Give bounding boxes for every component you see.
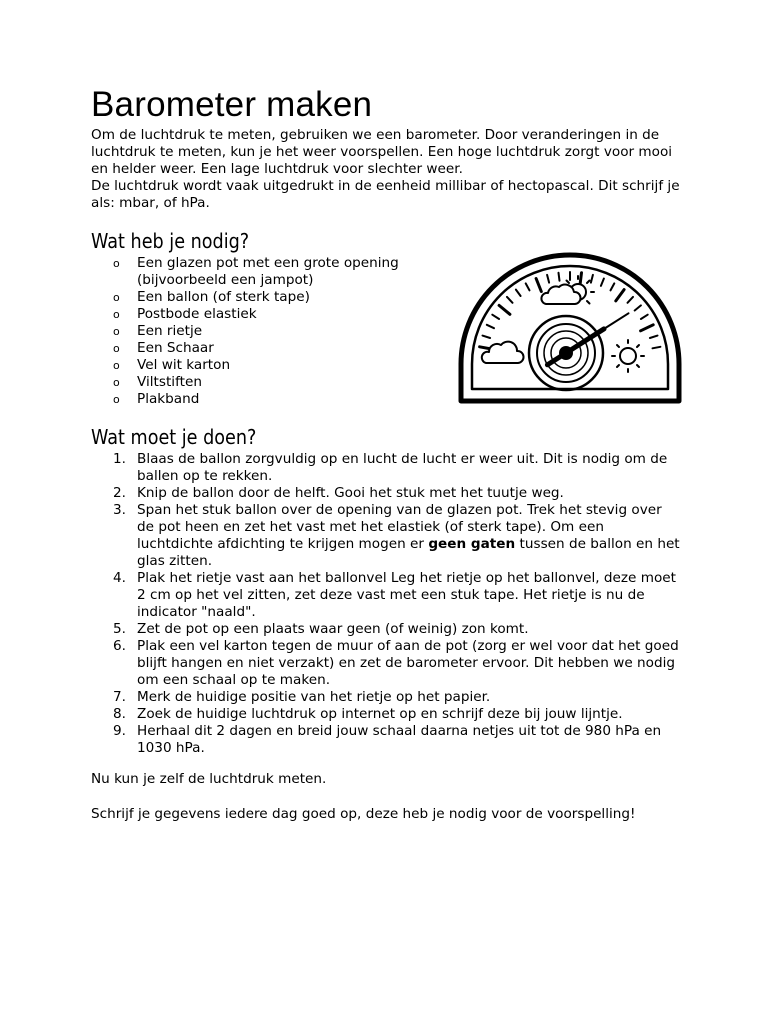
bullet-marker: o: [113, 308, 120, 321]
bullet-marker: o: [113, 359, 120, 372]
gauge-tick: [635, 305, 641, 310]
list-item: [113, 255, 413, 289]
step-text: Herhaal dit 2 dagen en breid jouw schaal daarna netjes uit tot de 980 hPa en 1030 hPa.: [137, 723, 662, 756]
bullet-marker: o: [113, 325, 120, 338]
list-item-text: Een ballon (of sterk tape): [137, 289, 310, 305]
gauge-tick: [601, 279, 604, 286]
gauge-tick: [559, 273, 560, 281]
gauge-tick: [492, 315, 499, 319]
gauge-tick: [628, 297, 634, 303]
gauge-tick: [547, 275, 549, 283]
gauge-tick: [616, 290, 624, 301]
list-item-text: Vel wit karton: [137, 357, 231, 373]
gauge-tick: [650, 336, 658, 338]
gauge-tick: [499, 305, 510, 314]
step-text: Zet de pot op een plaats waar geen (of weinig) zon komt.: [137, 621, 529, 637]
step-text: Span het stuk ballon over de opening van de glazen pot. Trek het stevig over de pot heen en zet het vast met het elastiek (of sterk tape). Om een luchtdichte afdichting te krijgen mogen er: [137, 502, 662, 552]
intro-paragraph: Om de luchtdruk te meten, gebruiken we een barometer. Door veranderingen in de luchtdruk te meten, kun je het weer voorspellen. Een hoge luchtdruk zorgt voor mooi en helder weer. Een lage luchtdruk voor slechter weer.: [91, 127, 673, 177]
step-text: Zoek de huidige luchtdruk op internet op en schrijf deze bij jouw lijntje.: [137, 706, 623, 722]
step-text: tussen de ballon en het glas zitten.: [137, 536, 680, 569]
bullet-marker: o: [113, 342, 120, 355]
step-item: [113, 570, 683, 621]
step-text: Merk de huidige positie van het rietje op het papier.: [137, 689, 491, 705]
gauge-tick: [653, 347, 661, 349]
step-text: Knip de ballon door de helft. Gooi het stuk met het tuutje weg.: [137, 485, 564, 501]
bullet-marker: o: [113, 257, 120, 270]
list-item: [113, 323, 413, 340]
gauge-tick: [591, 275, 593, 283]
gauge-tick: [483, 336, 491, 338]
cloud-icon: [482, 342, 524, 363]
closing-line: Nu kun je zelf de luchtdruk meten.: [91, 771, 327, 787]
step-number: 1.: [113, 451, 126, 467]
bullet-marker: o: [113, 291, 120, 304]
step-number: 8.: [113, 706, 126, 722]
gauge-needle-tip: [604, 313, 629, 329]
bullet-marker: o: [113, 376, 120, 389]
list-item-text: Een rietje: [137, 323, 203, 339]
step-number: 4.: [113, 570, 126, 586]
step-item: [113, 621, 683, 638]
barometer-gauge-illustration: [455, 246, 685, 406]
step-number: 3.: [113, 502, 126, 518]
list-item: [113, 374, 413, 391]
list-item: [113, 306, 413, 323]
step-number: 6.: [113, 638, 126, 654]
step-number: 2.: [113, 485, 126, 501]
step-item: [113, 689, 683, 706]
step-item: [113, 451, 683, 485]
list-item-text: Een glazen pot met een grote opening (bijvoorbeeld een jampot): [137, 255, 399, 288]
needs-list: [113, 255, 413, 408]
step-text: Plak het rietje vast aan het ballonvel Leg het rietje op het ballonvel, deze moet 2 cm op het vel zitten, zet deze vast met een stuk tape. Het rietje is nu de indicator "naald".: [137, 570, 676, 620]
gauge-tick: [516, 290, 521, 296]
step-number: 5.: [113, 621, 126, 637]
intro-paragraph: De luchtdruk wordt vaak uitgedrukt in de eenheid millibar of hectopascal. Dit schrijf je als: mbar, of hPa.: [91, 178, 680, 211]
closing-line: Schrijf je gegevens iedere dag goed op, deze heb je nodig voor de voorspelling!: [91, 806, 636, 822]
steps-heading: Wat moet je doen?: [91, 425, 257, 449]
list-item: [113, 340, 413, 357]
gauge-needle-hub: [559, 346, 573, 360]
step-number: 7.: [113, 689, 126, 705]
step-item: [113, 706, 683, 723]
steps-list: [113, 451, 683, 757]
step-item: [113, 638, 683, 689]
list-item-text: Viltstiften: [137, 374, 202, 390]
step-text: Blaas de ballon zorgvuldig op en lucht de lucht er weer uit. Dit is nodig om de ballen op te rekken.: [137, 451, 668, 484]
bullet-marker: o: [113, 393, 120, 406]
list-item: [113, 357, 413, 374]
sun-icon: [612, 340, 644, 372]
list-item-text: Een Schaar: [137, 340, 214, 356]
step-item: [113, 723, 683, 757]
step-item: [113, 502, 683, 570]
step-text-bold: geen gaten: [428, 536, 516, 552]
needs-heading: Wat heb je nodig?: [91, 229, 250, 253]
step-text: Plak een vel karton tegen de muur of aan de pot (zorg er wel voor dat het goed blijft hangen en niet verzakt) en zet de barometer ervoor. Dit hebben we nodig om een schaal op te maken.: [137, 638, 679, 688]
gauge-tick: [641, 315, 648, 319]
gauge-tick: [536, 279, 541, 292]
gauge-tick: [507, 297, 513, 303]
step-item: [113, 485, 683, 502]
gauge-tick: [487, 325, 494, 328]
intro-text: [91, 127, 691, 212]
gauge-tick: [641, 325, 654, 331]
list-item: [113, 391, 413, 408]
step-number: 9.: [113, 723, 126, 739]
page-title: Barometer maken: [91, 85, 373, 124]
gauge-tick: [611, 283, 615, 290]
gauge-tick: [526, 283, 530, 290]
list-item-text: Postbode elastiek: [137, 306, 257, 322]
list-item-text: Plakband: [137, 391, 200, 407]
list-item: [113, 289, 413, 306]
